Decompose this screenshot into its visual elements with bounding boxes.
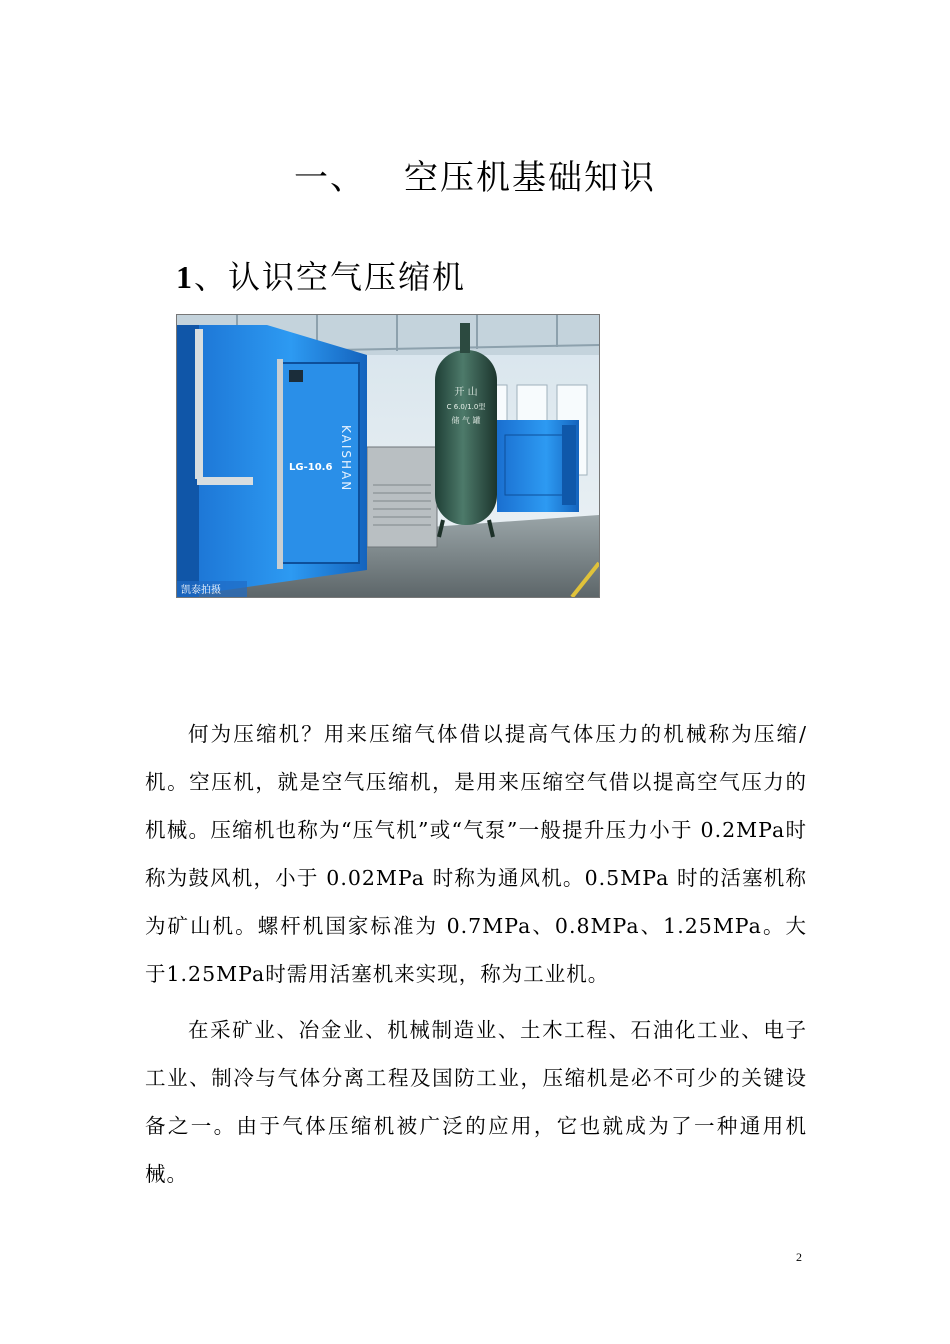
air-compressor-photo <box>176 314 600 598</box>
photo-watermark: 凯泰拍摄 <box>181 585 221 596</box>
section-title-text: 、认识空气压缩机 <box>194 258 467 296</box>
cabinet-model: LG-10.6 <box>289 462 333 473</box>
tank-label-1: 开 山 <box>454 387 478 398</box>
chapter-number: 一、 <box>294 158 366 198</box>
chapter-title-text: 空压机基础知识 <box>404 158 656 198</box>
page-number: 2 <box>796 1250 802 1264</box>
section-number: 1 <box>176 259 194 295</box>
cabinet-brand: KAISHAN <box>339 425 353 493</box>
chapter-title <box>0 150 950 199</box>
section-title <box>176 252 466 298</box>
tank-label-3: 储 气 罐 <box>451 416 481 425</box>
paragraph-compressor-definition: 何为压缩机？用来压缩气体借以提高气体压力的机械称为压缩/机。空压机，就是空气压缩机，是用来压缩空气借以提高空气压力的机械。压缩机也称为“压气机”或“气泵”一般提升压力小于 0.2MPa时称为鼓风机，小于 0.02MPa 时称为通风机。0.5MPa 时的活塞机称为矿山机。螺杆机国家标准为 0.7MPa、0.8MPa、1.25MPa。大于1.25MPa时需用活塞机来实现，称为工业机。 <box>145 722 807 986</box>
paragraph-compressor-applications: 在采矿业、冶金业、机械制造业、土木工程、石油化工业、电子工业、制冷与气体分离工程及国防工业，压缩机是必不可少的关键设备之一。由于气体压缩机被广泛的应用，它也就成为了一种通用机械。 <box>145 1018 807 1186</box>
tank-label-2: C 6.0/1.0型 <box>446 403 486 411</box>
